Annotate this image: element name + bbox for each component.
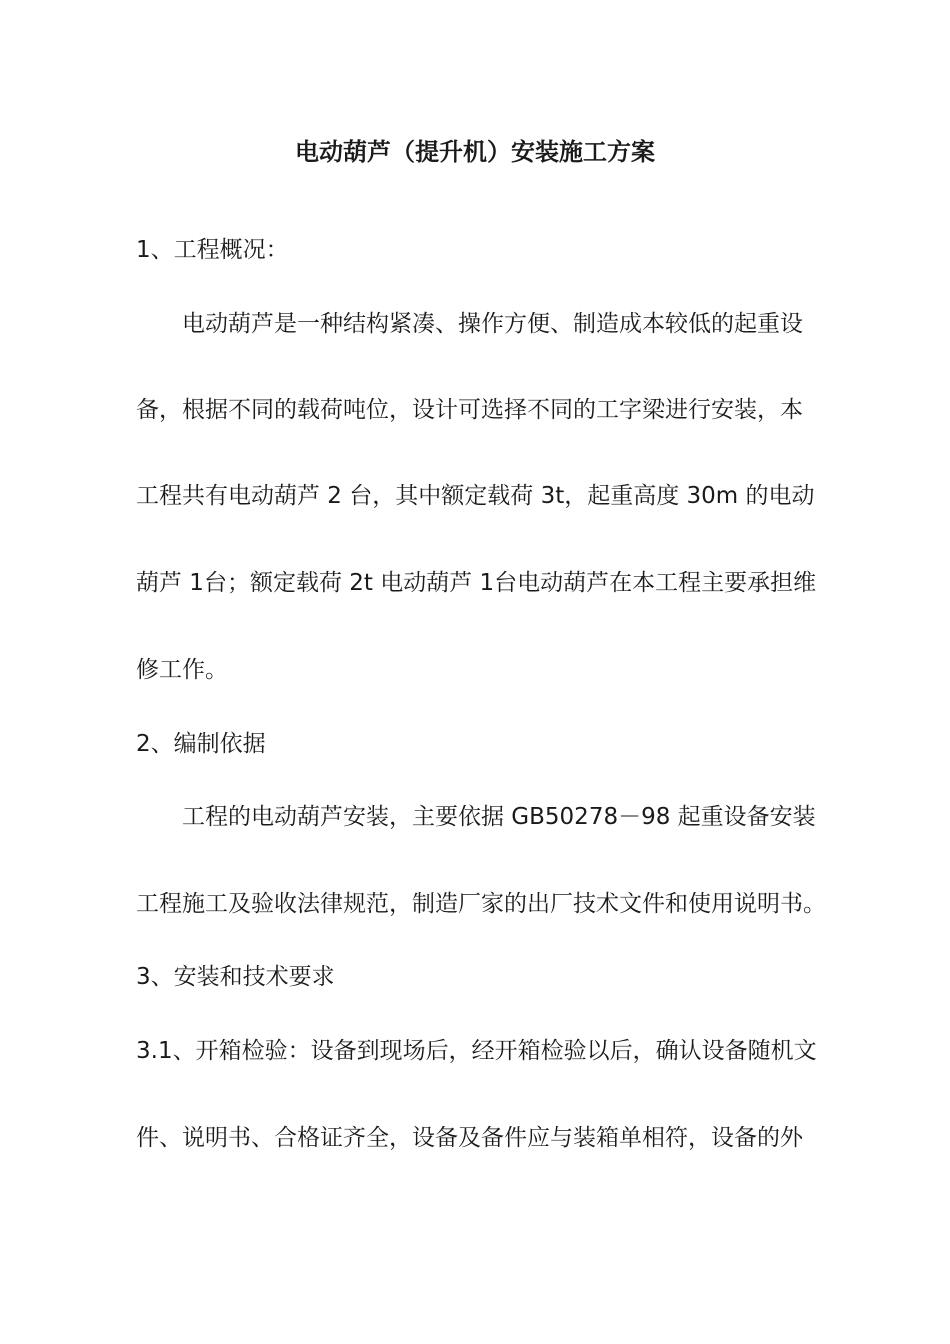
section-heading-overview: 1、工程概况： [136,237,289,263]
paragraph-line: 备，根据不同的载荷吨位，设计可选择不同的工字梁进行安装，本 [136,397,803,423]
section-heading-basis: 2、编制依据 [136,731,266,757]
paragraph-line: 3.1、开箱检验：设备到现场后，经开箱检验以后，确认设备随机文 [136,1038,817,1064]
document-title: 电动葫芦（提升机）安装施工方案 [295,138,655,166]
paragraph-line: 工程施工及验收法律规范，制造厂家的出厂技术文件和使用说明书。 [136,891,826,917]
paragraph-line: 工程的电动葫芦安装，主要依据 GB50278－98 起重设备安装 [182,804,816,830]
paragraph-line: 电动葫芦是一种结构紧凑、操作方便、制造成本较低的起重设 [182,311,803,337]
paragraph-line: 件、说明书、合格证齐全，设备及备件应与装箱单相符，设备的外 [136,1125,803,1151]
paragraph-line: 葫芦 1台；额定载荷 2t 电动葫芦 1台电动葫芦在本工程主要承担维 [136,570,817,596]
paragraph-line: 工程共有电动葫芦 2 台，其中额定载荷 3t，起重高度 30m 的电动 [136,483,815,509]
section-heading-requirements: 3、安装和技术要求 [136,964,335,990]
paragraph-line: 修工作。 [136,657,228,683]
